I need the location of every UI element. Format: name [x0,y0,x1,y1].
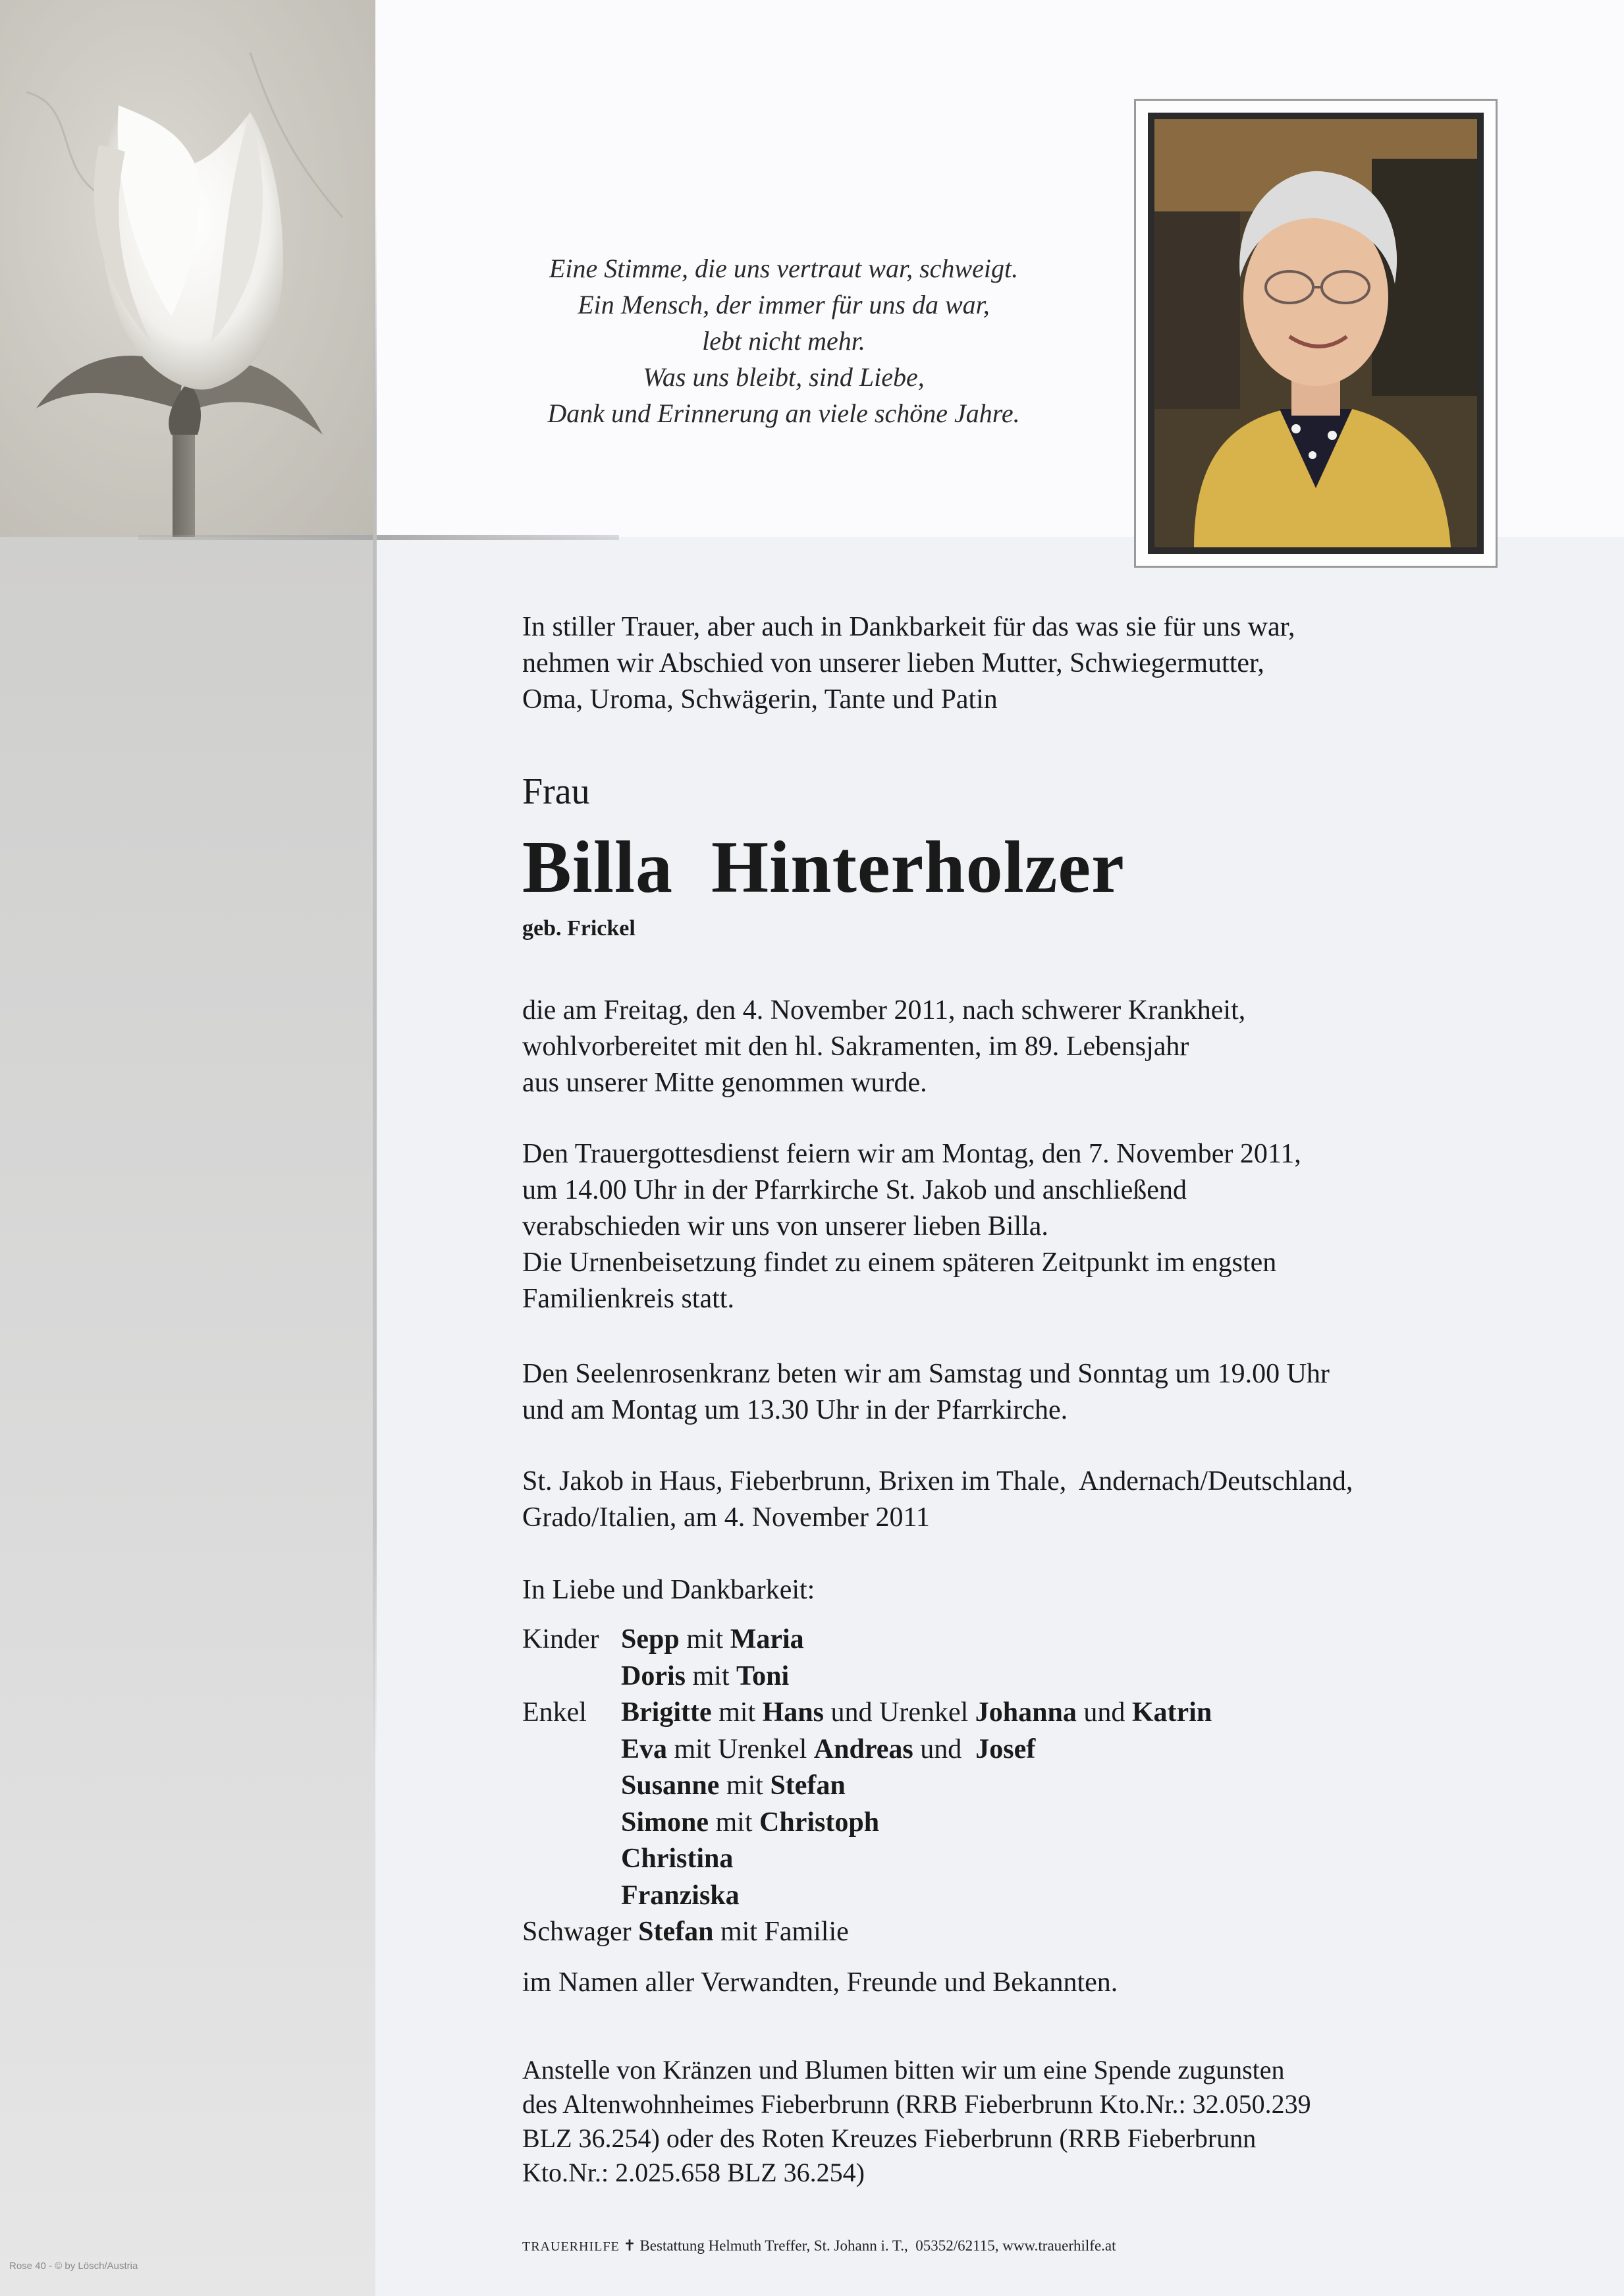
person-name: Susanne [621,1770,720,1801]
birth-name: geb. Frickel [522,916,636,941]
place-date-paragraph [522,1463,1353,1536]
person-name: Christoph [759,1807,880,1838]
person-name: Johanna [975,1697,1077,1728]
white-rose-image [0,0,375,537]
family-names [621,1622,804,1658]
family-names [621,1841,733,1878]
text-line: Die Urnenbeisetzung findet zu einem späteren Zeitpunkt im engsten [522,1247,1277,1278]
footer [522,2236,1116,2256]
connector: mit Familie [720,1917,849,1947]
person-name: Sepp [621,1624,680,1654]
family-names [621,1805,879,1842]
text-line: BLZ 36.254) oder des Roten Kreuzes Fieberbrunn (RRB Fieberbrunn [522,2123,1257,2153]
poem-line: Ein Mensch, der immer für uns da war, [578,290,990,319]
cross-icon: ✝ [623,2237,636,2254]
footer-brand: TRAUERHILFE [522,2239,620,2254]
family-names [621,1695,1212,1732]
text-line: um 14.00 Uhr in der Pfarrkirche St. Jakob und anschließend [522,1175,1187,1205]
person-name: Christina [621,1844,734,1874]
person-name: Brigitte [621,1697,712,1728]
text-line: Den Seelenrosenkranz beten wir am Samstag und Sonntag um 19.00 Uhr [522,1359,1330,1389]
person-name: Stefan [638,1917,714,1947]
intro-line: Oma, Uroma, Schwägerin, Tante und Patin [522,684,998,715]
person-name: Toni [736,1660,790,1691]
portrait-image [1154,119,1477,547]
person-name: Josef [975,1734,1036,1764]
donation-paragraph [522,2053,1311,2190]
text-line: aus unserer Mitte genommen wurde. [522,1068,927,1098]
text-line: Anstelle von Kränzen und Blumen bitten wir um eine Spende zugunsten [522,2055,1285,2085]
text-line: St. Jakob in Haus, Fieberbrunn, Brixen im Thale, Andernach/Deutschland, [522,1466,1353,1496]
poem [487,250,1080,431]
family-names [621,1878,740,1915]
intro-paragraph [522,609,1295,718]
person-name: Stefan [770,1770,846,1801]
family-names [621,1768,846,1805]
schwager-label: Schwager [522,1917,632,1947]
kinder-label: Kinder [522,1624,599,1654]
rose-icon [0,0,375,537]
vertical-divider [373,198,377,1759]
person-name: Doris [621,1660,686,1691]
connector: mit [718,1697,756,1728]
poem-line: Was uns bleibt, sind Liebe, [643,362,925,392]
person-name: Eva [621,1734,668,1764]
enkel-label: Enkel [522,1697,587,1728]
text-line: des Altenwohnheimes Fieberbrunn (RRB Fieberbrunn Kto.Nr.: 32.050.239 [522,2089,1311,2119]
text-line: Den Trauergottesdienst feiern wir am Montag, den 7. November 2011, [522,1139,1301,1169]
service-paragraph [522,1136,1301,1317]
death-notice-paragraph [522,993,1245,1101]
title-frau: Frau [522,771,590,812]
person-name: Andreas [813,1734,913,1764]
connector: und [920,1734,962,1764]
intro-line: In stiller Trauer, aber auch in Dankbarkeit für das was sie für uns war, [522,612,1295,642]
rosary-paragraph [522,1356,1330,1429]
portrait-frame [1134,99,1498,568]
portrait-photo [1148,113,1484,554]
footer-text: Bestattung Helmuth Treffer, St. Johann i. T., 05352/62115, www.trauerhilfe.at [639,2237,1116,2254]
family-heading: In Liebe und Dankbarkeit: [522,1575,815,1605]
connector: mit [692,1660,730,1691]
connector: mit [686,1624,724,1654]
horizontal-divider [138,535,619,540]
text-line: Kto.Nr.: 2.025.658 BLZ 36.254) [522,2158,865,2187]
person-name: Franziska [621,1880,740,1911]
intro-line: nehmen wir Abschied von unserer lieben Mutter, Schwiegermutter, [522,648,1264,678]
poem-line: lebt nicht mehr. [702,326,865,356]
person-name: Katrin [1131,1697,1212,1728]
family-names [621,1732,1035,1768]
image-copyright: Rose 40 - © by Lösch/Austria [9,2260,138,2272]
connector: mit [715,1807,753,1838]
person-name: Hans [762,1697,824,1728]
deceased-name: Billa Hinterholzer [522,827,1125,908]
poem-line: Eine Stimme, die uns vertraut war, schweigt. [549,254,1019,283]
connector: und Urenkel [830,1697,969,1728]
text-line: verabschieden wir uns von unserer lieben Billa. [522,1211,1048,1242]
text-line: Grado/Italien, am 4. November 2011 [522,1502,930,1533]
person-name: Maria [730,1624,804,1654]
closing-line: im Namen aller Verwandten, Freunde und Bekannten. [522,1967,1118,1998]
connector: mit [726,1770,763,1801]
connector: mit Urenkel [674,1734,807,1764]
text-line: wohlvorbereitet mit den hl. Sakramenten, im 89. Lebensjahr [522,1031,1189,1062]
text-line: Familienkreis statt. [522,1284,734,1314]
text-line: und am Montag um 13.30 Uhr in der Pfarrkirche. [522,1395,1068,1425]
connector: und [1083,1697,1125,1728]
family-names [621,1658,789,1695]
text-line: die am Freitag, den 4. November 2011, nach schwerer Krankheit, [522,995,1246,1025]
poem-line: Dank und Erinnerung an viele schöne Jahre. [547,398,1020,428]
person-name: Simone [621,1807,709,1838]
family-names [522,1914,849,1951]
